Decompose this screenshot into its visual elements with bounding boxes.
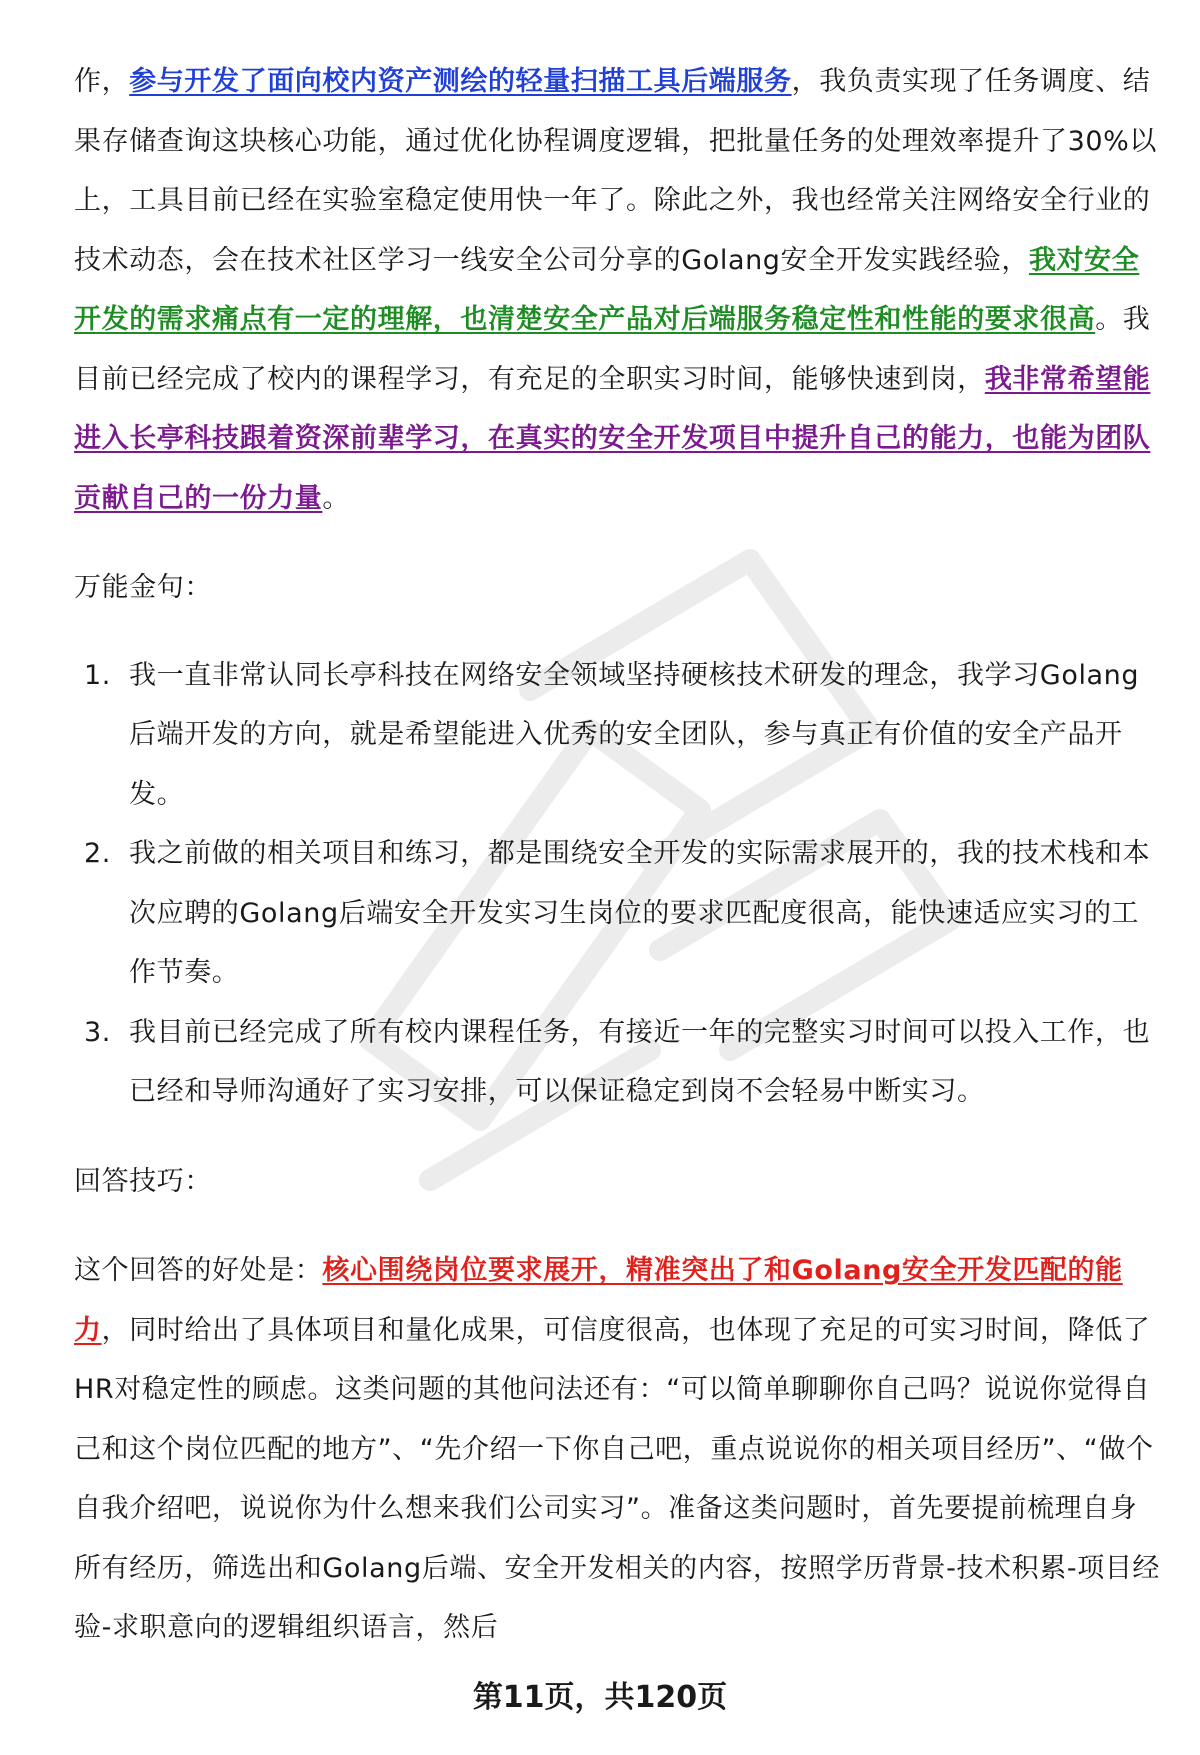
list-text: 我一直非常认同长亭科技在网络安全领域坚持硬核技术研发的理念，我学习Golang后端开发的方向，就是希望能进入优秀的安全团队，参与真正有价值的安全产品开发。 <box>129 659 1140 810</box>
list-number: 2. <box>84 838 111 869</box>
highlight-motivation: 我非常希望能进入长亭科技跟着资深前辈学习，在真实的安全开发项目中提升自己的能力，也能为团队贡献自己的一份力量 <box>74 363 1151 514</box>
document-page <box>74 52 1164 1658</box>
list-number: 1. <box>84 659 111 691</box>
list-number: 3. <box>84 1016 111 1048</box>
intro-text-1: 作， <box>74 66 130 97</box>
list-text: 我目前已经完成了所有校内课程任务，有接近一年的完整实习时间可以投入工作，也已经和导师沟通好了实习安排，可以保证稳定到岗不会轻易中断实习。 <box>129 1016 1151 1107</box>
golden-heading: 万能金句： <box>74 572 212 603</box>
intro-text-2: ，我负责实现了任务调度、结果存储查询这块核心功能，通过优化协程调度逻辑，把批量任务的处理效率提升了30%以上，工具目前已经在实验室稳定使用快一年了。除此之外，我也经常关注网络安全行业的技术动态，会在技术社区学习一线安全公司分享的Golang安全开发实践经验， <box>74 66 1158 276</box>
list-item <box>74 1003 1164 1122</box>
tips-paragraph <box>74 1241 1164 1658</box>
tips-text-2: ，同时给出了具体项目和量化成果，可信度很高，也体现了充足的可实习时间，降低了HR对稳定性的顾虑。这类问题的其他问法还有：“可以简单聊聊你自己吗？说说你觉得自己和这个岗位匹配的地方”、“先介绍一下你自己吧，重点说说你的相关项目经历”、“做个自我介绍吧，说说你为什么想来我们公司实习”。准备这类问题时，首先要提前梳理自身所有经历，筛选出和Golang后端、安全开发相关的内容，按照学历背景-技术积累-项目经验-求职意向的逻辑组织语言，然后 <box>74 1314 1161 1643</box>
intro-text-3: 。我目前已经完成了校内的课程学习，有充足的全职实习时间，能够快速到岗， <box>74 304 1151 395</box>
highlight-understanding: 我对安全开发的需求痛点有一定的理解，也清楚安全产品对后端服务稳定性和性能的要求很高 <box>74 244 1140 335</box>
highlight-advantage: 核心围绕岗位要求展开，精准突出了和Golang安全开发匹配的能力 <box>74 1255 1123 1346</box>
intro-paragraph <box>74 52 1164 528</box>
tips-heading: 回答技巧： <box>74 1165 212 1197</box>
tips-text-1: 这个回答的好处是： <box>74 1255 323 1286</box>
highlight-project: 参与开发了面向校内资产测绘的轻量扫描工具后端服务 <box>129 66 792 97</box>
golden-list <box>74 646 1164 1122</box>
page-number: 第11页，共120页 <box>472 1680 728 1715</box>
list-item <box>74 824 1164 1003</box>
intro-text-4: 。 <box>322 482 351 514</box>
list-item <box>74 646 1164 825</box>
list-text: 我之前做的相关项目和练习，都是围绕安全开发的实际需求展开的，我的技术栈和本次应聘的Golang后端安全开发实习生岗位的要求匹配度很高，能快速适应实习的工作节奏。 <box>129 838 1151 988</box>
